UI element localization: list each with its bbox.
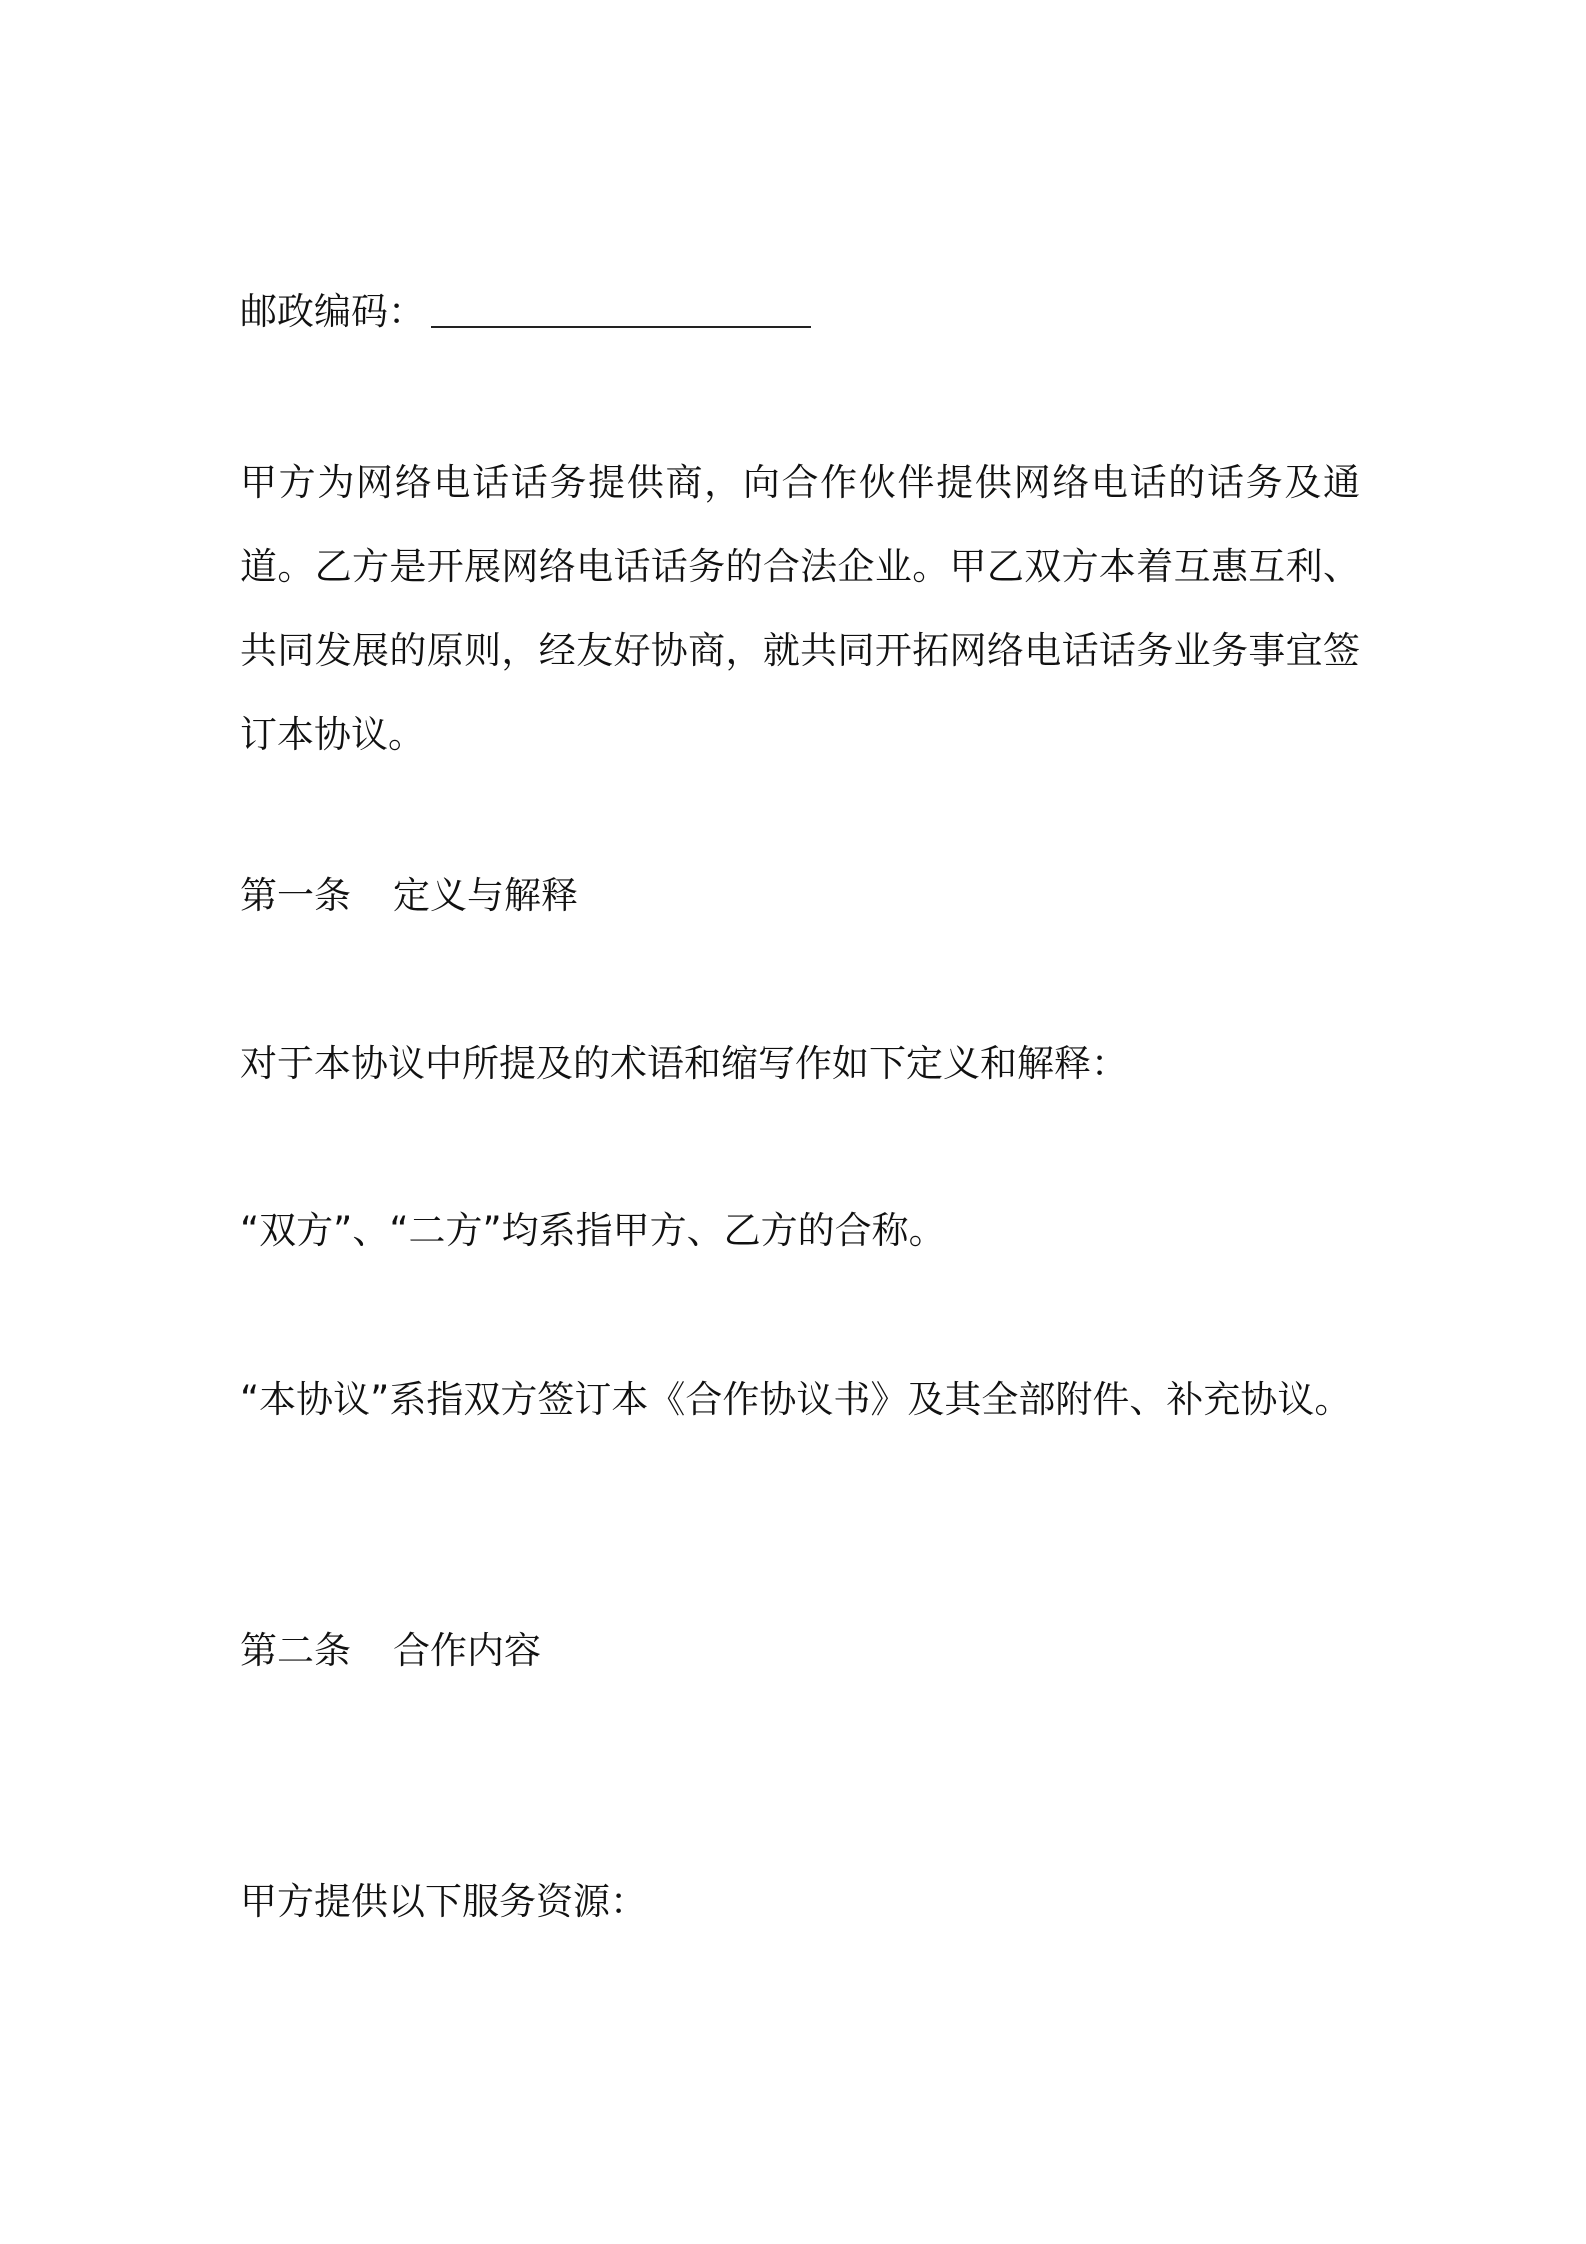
intro-paragraph: 甲方为网络电话话务提供商，向合作伙伴提供网络电话的话务及通道。乙方是开展网络电话话务的合法企业。甲乙双方本着互惠互利、共同发展的原则，经友好协商，就共同开拓网络电话话务业务事宜签订本协议。 xyxy=(240,461,1360,756)
definition-both-parties: “双方”、“二方”均系指甲方、乙方的合称。 xyxy=(240,1209,946,1252)
article1-title: 定义与解释 xyxy=(393,874,578,917)
party-a-services: 甲方提供以下服务资源： xyxy=(240,1880,647,1923)
article1-number: 第一条 xyxy=(240,874,351,917)
article2-title: 合作内容 xyxy=(393,1629,541,1672)
article2-number: 第二条 xyxy=(240,1629,351,1672)
article1-lead: 对于本协议中所提及的术语和缩写作如下定义和解释： xyxy=(240,1042,1128,1085)
article2-heading xyxy=(240,1627,541,1675)
article1-heading xyxy=(240,872,578,920)
postal-code-blank[interactable] xyxy=(431,326,811,328)
definition-agreement: “本协议”系指双方签订本《合作协议书》及其全部附件、补充协议。 xyxy=(240,1378,1352,1421)
postal-code-line xyxy=(240,288,811,336)
postal-code-label: 邮政编码： xyxy=(240,290,425,333)
